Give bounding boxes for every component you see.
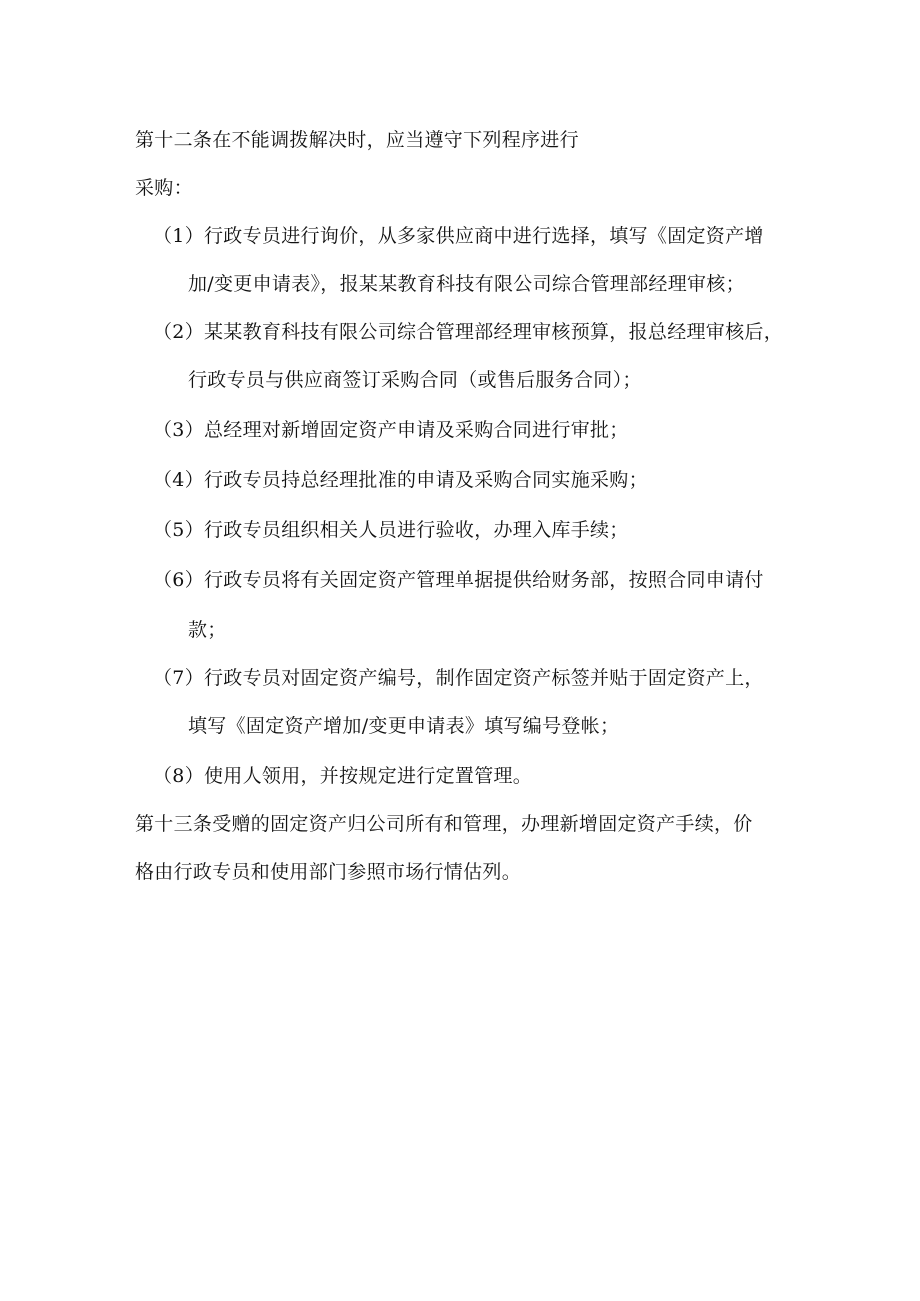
procedure-item-5: （5）行政专员组织相关人员进行验收，办理入库手续； xyxy=(153,519,629,541)
article-12-heading: 第十二条在不能调拨解决时，应当遵守下列程序进行 xyxy=(135,129,579,151)
procedure-item-4: （4）行政专员持总经理批准的申请及采购合同实施采购； xyxy=(153,469,648,491)
procedure-item-2: （2）某某教育科技有限公司综合管理部经理审核预算，报总经理审核后， xyxy=(153,321,783,343)
article-12-heading-continued: 采购： xyxy=(135,177,193,199)
procedure-item-6-continued: 款； xyxy=(188,619,227,641)
article-13-text-continued: 格由行政专员和使用部门参照市场行情估列。 xyxy=(135,861,522,883)
procedure-item-6: （6）行政专员将有关固定资产管理单据提供给财务部，按照合同申请付 xyxy=(153,569,764,591)
procedure-item-8: （8）使用人领用，并按规定进行定置管理。 xyxy=(153,765,533,787)
procedure-item-7: （7）行政专员对固定资产编号，制作固定资产标签并贴于固定资产上， xyxy=(153,667,764,689)
article-13-text: 第十三条受赠的固定资产归公司所有和管理，办理新增固定资产手续，价 xyxy=(135,813,753,835)
procedure-item-3: （3）总经理对新增固定资产申请及采购合同进行审批； xyxy=(153,419,629,441)
procedure-item-1-continued: 加/变更申请表》，报某某教育科技有限公司综合管理部经理审核； xyxy=(188,273,745,295)
procedure-item-7-continued: 填写《固定资产增加/变更申请表》填写编号登帐； xyxy=(188,715,620,737)
procedure-item-1: （1）行政专员进行询价，从多家供应商中进行选择，填写《固定资产增 xyxy=(153,225,764,247)
procedure-item-2-continued: 行政专员与供应商签订采购合同（或售后服务合同）； xyxy=(188,369,642,391)
